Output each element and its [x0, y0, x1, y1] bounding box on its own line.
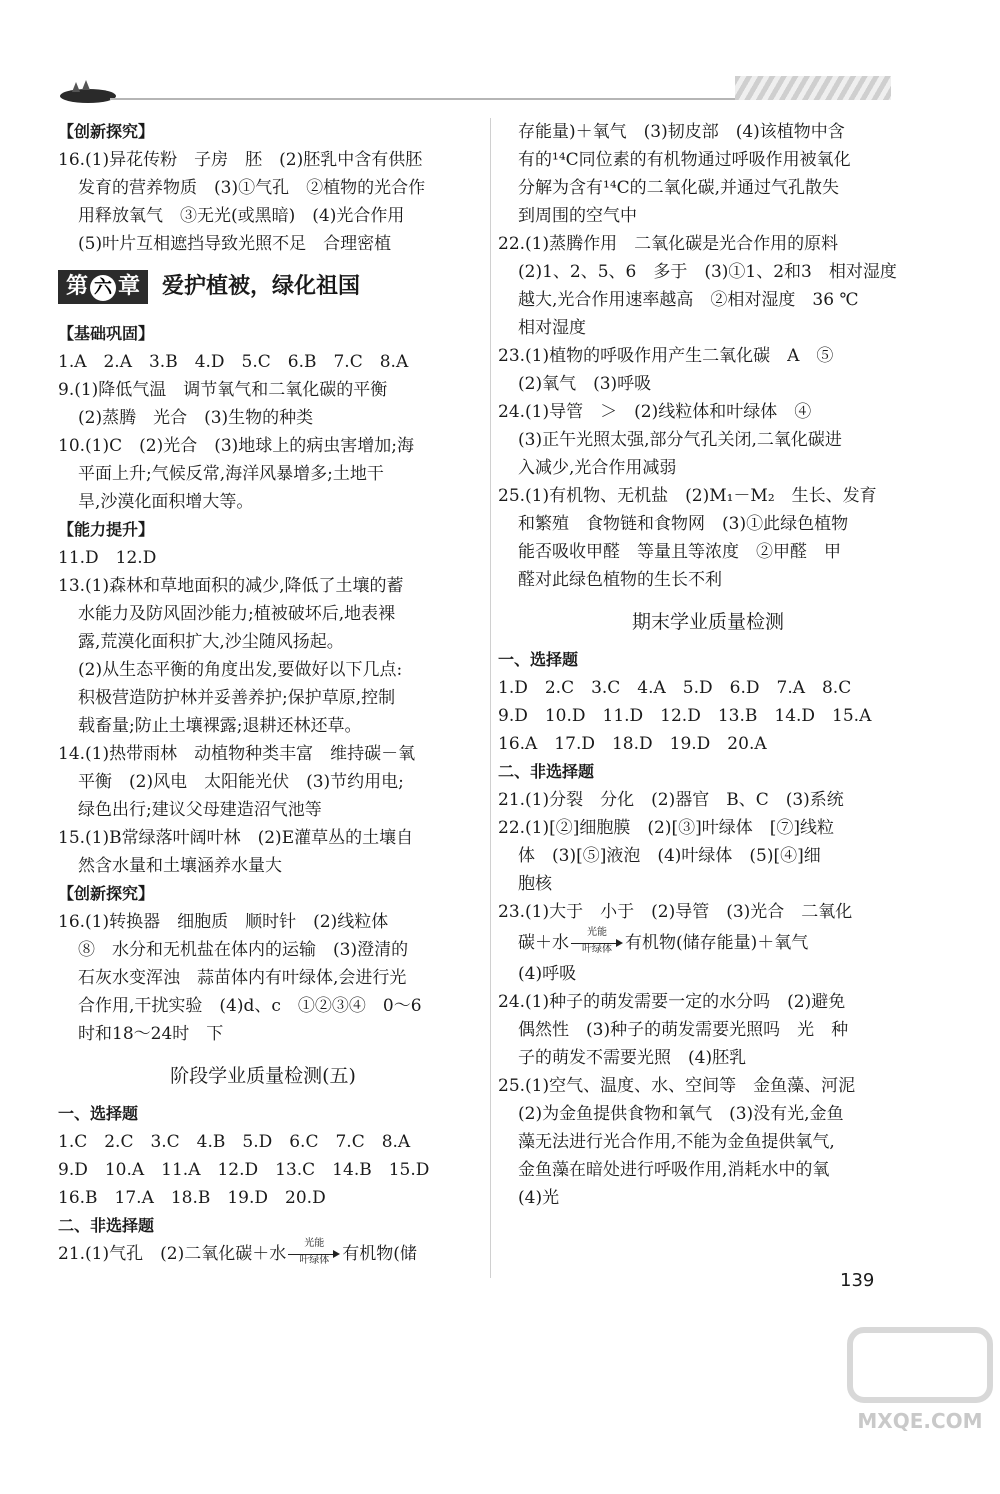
answer-line: 然含水量和土壤涵养水量大 [78, 856, 282, 876]
header-logo-icon [58, 78, 118, 104]
answer-line: 10.(1)C (2)光合 (3)地球上的病虫害增加;海 [58, 436, 415, 456]
answer-block [498, 786, 898, 926]
answer-line: (5)叶片互相遮挡导致光照不足 合理密植 [78, 234, 392, 254]
answer-line: 14.(1)热带雨林 动植物种类丰富 维持碳－氧 [58, 744, 416, 764]
answer-block [58, 146, 468, 258]
arrow-condition-top: 光能 [304, 1237, 325, 1249]
answer-line: (2)为金鱼提供食物和氧气 (3)没有光,金鱼 [518, 1104, 844, 1124]
answer-line [58, 1237, 468, 1268]
column-divider [490, 118, 491, 1278]
answer-line: 旱,沙漠化面积增大等。 [78, 492, 254, 512]
answer-line: 入减少,光合作用减弱 [518, 458, 677, 478]
chapter-badge [58, 270, 148, 304]
exam-title: 期末学业质量检测 [631, 611, 784, 633]
answer-line: 积极营造防护林并妥善养护;保护草原,控制 [78, 688, 396, 708]
answer-line: 24.(1)导管 ＞ (2)线粒体和叶绿体 ④ [498, 402, 812, 422]
answer-line: 平衡 (2)风电 太阳能光伏 (3)节约用电; [78, 772, 404, 792]
answer-line: 用释放氧气 ③无光(或黑暗) (4)光合作用 [78, 206, 405, 226]
answer-block [498, 118, 898, 594]
answer-line: 1.C 2.C 3.C 4.B 5.D 6.C 7.C 8.A [58, 1132, 411, 1152]
answer-text: 有机物(储 [342, 1244, 417, 1264]
answer-block [58, 348, 468, 516]
answer-line: 子的萌发不需要光照 (4)胚乳 [518, 1048, 747, 1068]
chapter-label-b: 章 [118, 274, 141, 299]
arrow-condition-bottom: 叶绿体 [299, 1254, 330, 1266]
arrow-condition-bottom: 叶绿体 [582, 943, 612, 955]
reaction-arrow-icon [571, 926, 623, 955]
answer-line: 相对湿度 [518, 318, 586, 338]
answer-line [518, 926, 898, 960]
answer-line: 醛对此绿色植物的生长不利 [518, 570, 722, 590]
section-heading: 【能力提升】 [58, 520, 155, 539]
left-column [58, 118, 468, 1268]
answer-line: 16.(1)异花传粉 子房 胚 (2)胚乳中含有供胚 [58, 150, 423, 170]
answer-line: (2)1、2、5、6 多于 (3)①1、2和3 相对湿度 [518, 262, 897, 282]
answer-line: 15.(1)B常绿落叶阔叶林 (2)E灌草丛的土壤自 [58, 828, 414, 848]
section-heading: 【创新探究】 [58, 884, 155, 903]
answer-line: 石灰水变浑浊 蒜苗体内有叶绿体,会进行光 [78, 968, 407, 988]
exam-title: 阶段学业质量检测(五) [170, 1065, 356, 1087]
answer-line: (4)光 [518, 1188, 560, 1208]
answer-line: 胞核 [518, 874, 552, 894]
reaction-arrow-icon [288, 1237, 340, 1266]
section-heading: 二、非选择题 [58, 1216, 155, 1235]
answer-line: 露,荒漠化面积扩大,沙尘随风扬起。 [78, 632, 344, 652]
right-column [498, 118, 898, 1212]
answer-block [58, 544, 468, 880]
answer-line: 载畜量;防止土壤裸露;退耕还林还草。 [78, 716, 362, 736]
answer-line: 25.(1)空气、温度、水、空间等 金鱼藻、河泥 [498, 1076, 856, 1096]
section-heading: 【创新探究】 [58, 122, 155, 141]
page-number: 139 [840, 1270, 875, 1291]
answer-line: 23.(1)大于 小于 (2)导管 (3)光合 二氧化 [498, 902, 853, 922]
answer-line: 金鱼藻在暗处进行呼吸作用,消耗水中的氧 [518, 1160, 830, 1180]
section-heading: 一、选择题 [498, 650, 579, 669]
answer-line: 25.(1)有机物、无机盐 (2)M₁－M₂ 生长、发育 [498, 486, 877, 506]
answer-block [58, 908, 468, 1048]
answer-line: 16.(1)转换器 细胞质 顺时针 (2)线粒体 [58, 912, 389, 932]
answer-line: 体 (3)[⑤]液泡 (4)叶绿体 (5)[④]细 [518, 846, 821, 866]
header-decoration [735, 76, 891, 100]
answer-line: 13.(1)森林和草地面积的减少,降低了土壤的蓄 [58, 576, 404, 596]
answer-line: 越大,光合作用速率越高 ②相对湿度 36 ℃ [518, 290, 859, 310]
answer-line: 11.D 12.D [58, 548, 157, 568]
answer-line: 和繁殖 食物链和食物网 (3)①此绿色植物 [518, 514, 849, 534]
chapter-label-a: 第 [66, 274, 89, 299]
answer-line: 能否吸收甲醛 等量且等浓度 ②甲醛 甲 [518, 542, 841, 562]
answer-line: 9.(1)降低气温 调节氧气和二氧化碳的平衡 [58, 380, 388, 400]
chapter-heading [58, 264, 468, 310]
answer-line: 藻无法进行光合作用,不能为金鱼提供氧气, [518, 1132, 835, 1152]
answer-line: 分解为含有¹⁴C的二氧化碳,并通过气孔散失 [518, 178, 840, 198]
answer-block [58, 1128, 468, 1212]
answer-line: 21.(1)分裂 分化 (2)器官 B、C (3)系统 [498, 790, 844, 810]
answer-line: 有的¹⁴C同位素的有机物通过呼吸作用被氧化 [518, 150, 851, 170]
answer-line: 23.(1)植物的呼吸作用产生二氧化碳 A ⑤ [498, 346, 834, 366]
answer-line: (2)氧气 (3)呼吸 [518, 374, 652, 394]
answer-block [498, 674, 898, 758]
answer-text: 碳＋水 [518, 933, 569, 953]
watermark-text: MXQE.COM [857, 1409, 983, 1433]
answer-line: 16.B 17.A 18.B 19.D 20.D [58, 1188, 326, 1208]
answer-text: 21.(1)气孔 (2)二氧化碳＋水 [58, 1244, 287, 1264]
answer-line: 合作用,干扰实验 (4)d、c ①②③④ 0～6 [78, 996, 422, 1016]
answer-block [498, 960, 898, 1212]
answer-text: 有机物(储存能量)＋氧气 [625, 933, 809, 953]
answer-line: 时和18～24时 下 [78, 1024, 224, 1044]
answer-line: 16.A 17.D 18.D 19.D 20.A [498, 734, 767, 754]
answer-line: 存能量)＋氧气 (3)韧皮部 (4)该植物中含 [518, 122, 845, 142]
answer-line: 9.D 10.A 11.A 12.D 13.C 14.B 15.D [58, 1160, 430, 1180]
answer-line: 发育的营养物质 (3)①气孔 ②植物的光合作 [78, 178, 426, 198]
chapter-title: 爱护植被，绿化祖国 [162, 274, 361, 299]
answer-line: 平面上升;气候反常,海洋风暴增多;土地干 [78, 464, 384, 484]
watermark-logo-icon [840, 1290, 1000, 1440]
answer-line: (4)呼吸 [518, 964, 577, 984]
answer-line: 1.D 2.C 3.C 4.A 5.D 6.D 7.A 8.C [498, 678, 852, 698]
answer-line: 偶然性 (3)种子的萌发需要光照吗 光 种 [518, 1020, 849, 1040]
answer-line: 水能力及防风固沙能力;植被破坏后,地表裸 [78, 604, 396, 624]
answer-line: 到周围的空气中 [518, 206, 637, 226]
answer-line: 22.(1)蒸腾作用 二氧化碳是光合作用的原料 [498, 234, 839, 254]
answer-line: (2)蒸腾 光合 (3)生物的种类 [78, 408, 314, 428]
answer-line: (3)正午光照太强,部分气孔关闭,二氧化碳进 [518, 430, 842, 450]
chapter-number: 六 [90, 275, 116, 301]
arrow-condition-top: 光能 [587, 926, 607, 938]
answer-line: ⑧ 水分和无机盐在体内的运输 (3)澄清的 [78, 940, 409, 960]
answer-line: 22.(1)[②]细胞膜 (2)[③]叶绿体 [⑦]线粒 [498, 818, 834, 838]
answer-line: (2)从生态平衡的角度出发,要做好以下几点: [78, 660, 403, 680]
section-heading: 一、选择题 [58, 1104, 139, 1123]
answer-line: 绿色出行;建议父母建造沼气池等 [78, 800, 322, 820]
section-heading: 二、非选择题 [498, 762, 595, 781]
answer-line: 1.A 2.A 3.B 4.D 5.C 6.B 7.C 8.A [58, 352, 409, 372]
answer-line: 9.D 10.D 11.D 12.D 13.B 14.D 15.A [498, 706, 872, 726]
answer-line: 24.(1)种子的萌发需要一定的水分吗 (2)避免 [498, 992, 846, 1012]
section-heading: 【基础巩固】 [58, 324, 155, 343]
